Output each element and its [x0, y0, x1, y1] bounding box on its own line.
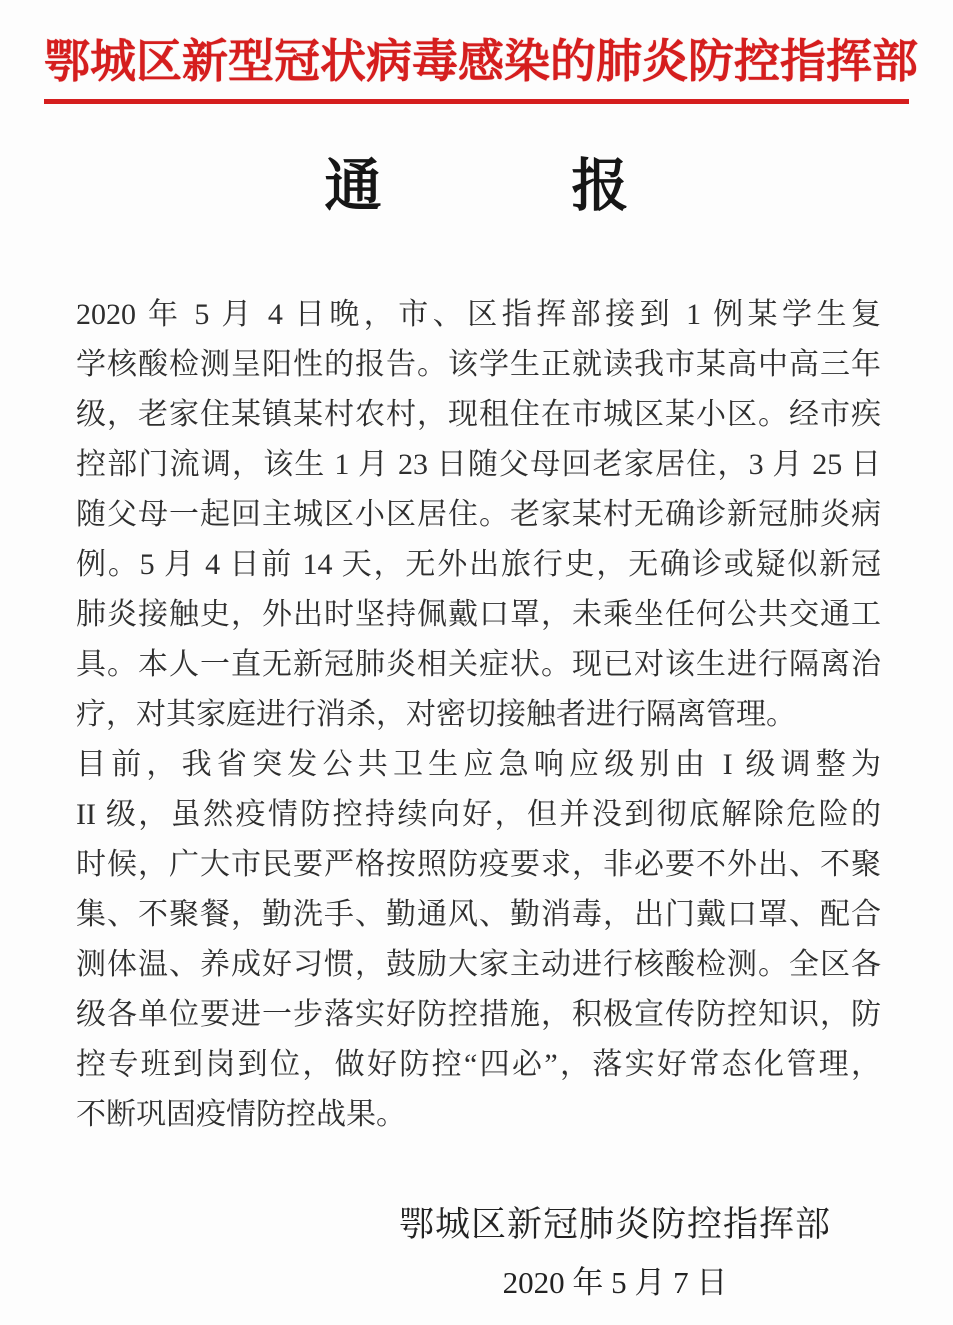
text-line: 级，老家住某镇某村农村，现租住在市城区某小区。经市疾 — [76, 398, 881, 432]
signature-org: 鄂城区新冠肺炎防控指挥部 — [398, 1205, 831, 1245]
notice-body — [76, 290, 881, 1140]
notice-paragraph-1 — [76, 290, 881, 740]
header-banner — [44, 32, 918, 104]
text-line: 级各单位要进一步落实好防控措施，积极宣传防控知识，防 — [76, 998, 881, 1032]
page-title-char-bao: 报 — [571, 154, 629, 218]
page-title-char-tong: 通 — [324, 154, 382, 218]
text-line: 随父母一起回主城区小区居住。老家某村无确诊新冠肺炎病 — [76, 498, 881, 532]
page-title — [0, 156, 953, 219]
text-line: 肺炎接触史，外出时坚持佩戴口罩，未乘坐任何公共交通工 — [76, 598, 881, 632]
text-line: II 级，虽然疫情防控持续向好，但并没到彻底解除危险的 — [76, 798, 881, 832]
text-line: 例。5 月 4 日前 14 天，无外出旅行史，无确诊或疑似新冠 — [76, 548, 881, 582]
notice-paragraph-2 — [76, 740, 881, 1140]
text-line: 学核酸检测呈阳性的报告。该学生正就读我市某高中高三年 — [76, 348, 881, 382]
header-org-title: 鄂城区新型冠状病毒感染的肺炎防控指挥部 — [44, 36, 918, 87]
text-line: 时候，广大市民要严格按照防疫要求，非必要不外出、不聚 — [76, 848, 881, 882]
text-line: 2020 年 5 月 4 日晚，市、区指挥部接到 1 例某学生复 — [76, 298, 881, 332]
text-line: 控专班到岗到位，做好防控“四必”，落实好常态化管理， — [76, 1048, 881, 1082]
text-line: 目前，我省突发公共卫生应急响应级别由 I 级调整为 — [76, 748, 881, 782]
signature-block — [399, 1204, 831, 1301]
signature-date: 2020 年 5 月 7 日 — [502, 1265, 728, 1301]
text-line: 疗，对其家庭进行消杀，对密切接触者进行隔离管理。 — [76, 698, 796, 732]
text-line: 具。本人一直无新冠肺炎相关症状。现已对该生进行隔离治 — [76, 648, 881, 682]
text-line: 集、不聚餐，勤洗手、勤通风、勤消毒，出门戴口罩、配合 — [76, 898, 881, 932]
text-line: 不断巩固疫情防控战果。 — [76, 1098, 406, 1132]
text-line: 测体温、养成好习惯，鼓励大家主动进行核酸检测。全区各 — [76, 948, 881, 982]
text-line: 控部门流调，该生 1 月 23 日随父母回老家居住，3 月 25 日 — [76, 448, 881, 482]
